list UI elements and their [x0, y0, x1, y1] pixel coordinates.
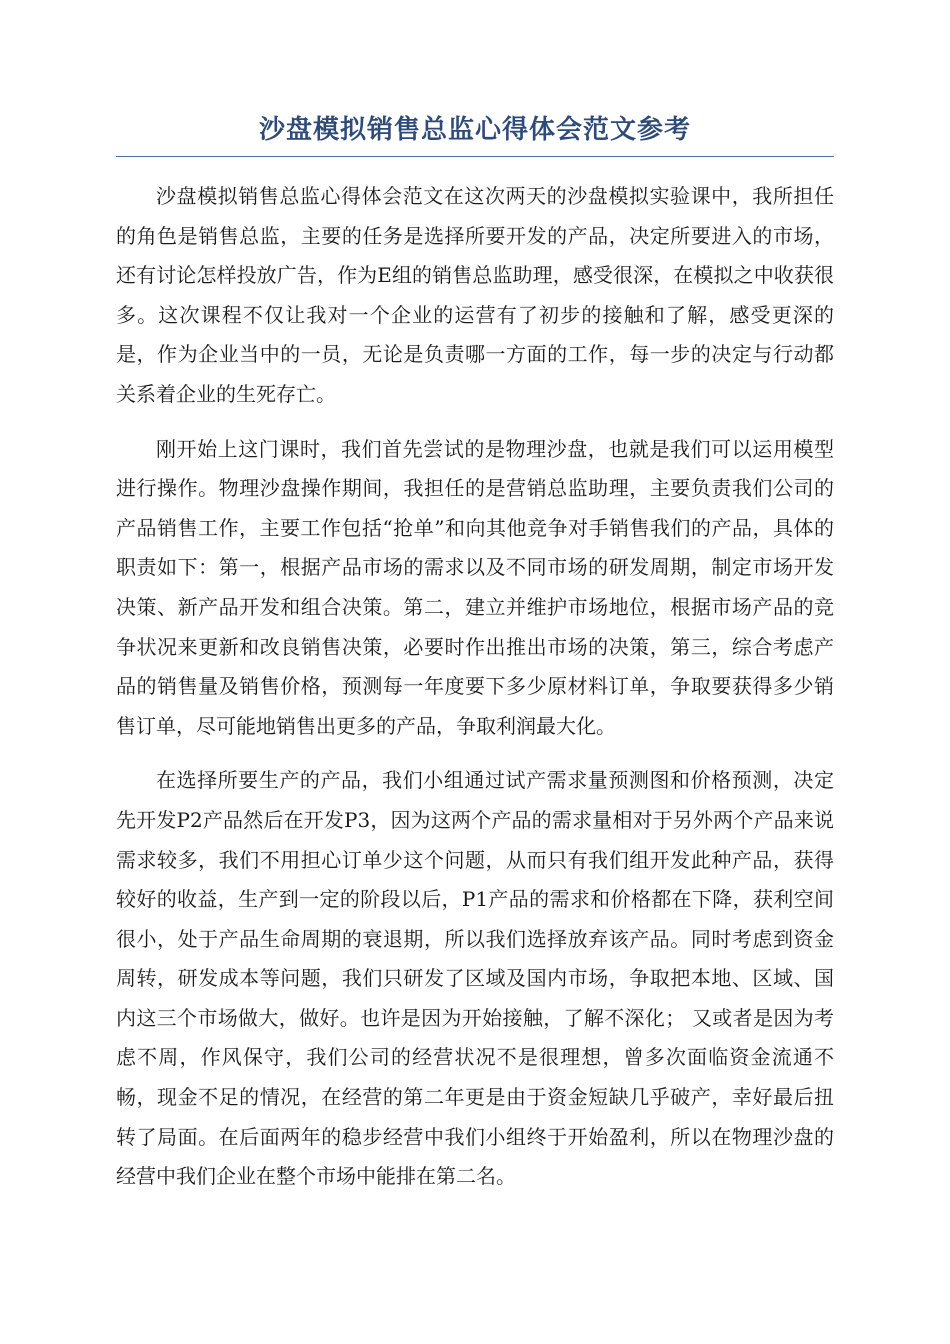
- paragraph-1: 沙盘模拟销售总监心得体会范文在这次两天的沙盘模拟实验课中，我所担任的角色是销售总监，主要的任务是选择所要开发的产品，决定所要进入的市场，还有讨论怎样投放广告，作为E组的销售总监助理，感受很深，在模拟之中收获很多。这次课程不仅让我对一个企业的运营有了初步的接触和了解，感受更深的是，作为企业当中的一员，无论是负责哪一方面的工作，每一步的决定与行动都关系着企业的生死存亡。: [116, 184, 834, 406]
- paragraph-3: 在选择所要生产的产品，我们小组通过试产需求量预测图和价格预测，决定先开发P2产品然后在开发P3，因为这两个产品的需求量相对于另外两个产品来说需求较多，我们不用担心订单少这个问题，从而只有我们组开发此种产品，获得较好的收益，生产到一定的阶段以后，P1产品的需求和价格都在下降，获利空间很小，处于产品生命周期的衰退期，所以我们选择放弃该产品。同时考虑到资金周转，研发成本等问题，我们只研发了区域及国内市场，争取把本地、区域、国内这三个市场做大，做好。也许是因为开始接触，了解不深化； 又或者是因为考虑不周，作风保守，我们公司的经营状况不是很理想，曾多次面临资金流通不畅，现金不足的情况，在经营的第二年更是由于资金短缺几乎破产，幸好最后扭转了局面。在后面两年的稳步经营中我们小组终于开始盈利，所以在物理沙盘的经营中我们企业在整个市场中能排在第二名。: [116, 768, 834, 1189]
- document-title: 沙盘模拟销售总监心得体会范文参考: [116, 108, 834, 157]
- document-page: [116, 108, 834, 1197]
- paragraph-2: 刚开始上这门课时，我们首先尝试的是物理沙盘，也就是我们可以运用模型进行操作。物理沙盘操作期间，我担任的是营销总监助理，主要负责我们公司的产品销售工作，主要工作包括“抢单”和向其他竞争对手销售我们的产品，具体的职责如下：第一，根据产品市场的需求以及不同市场的研发周期，制定市场开发决策、新产品开发和组合决策。第二，建立并维护市场地位，根据市场产品的竞争状况来更新和改良销售决策，必要时作出推出市场的决策，第三，综合考虑产品的销售量及销售价格，预测每一年度要下多少原材料订单，争取要获得多少销售订单，尽可能地销售出更多的产品，争取利润最大化。: [116, 436, 834, 738]
